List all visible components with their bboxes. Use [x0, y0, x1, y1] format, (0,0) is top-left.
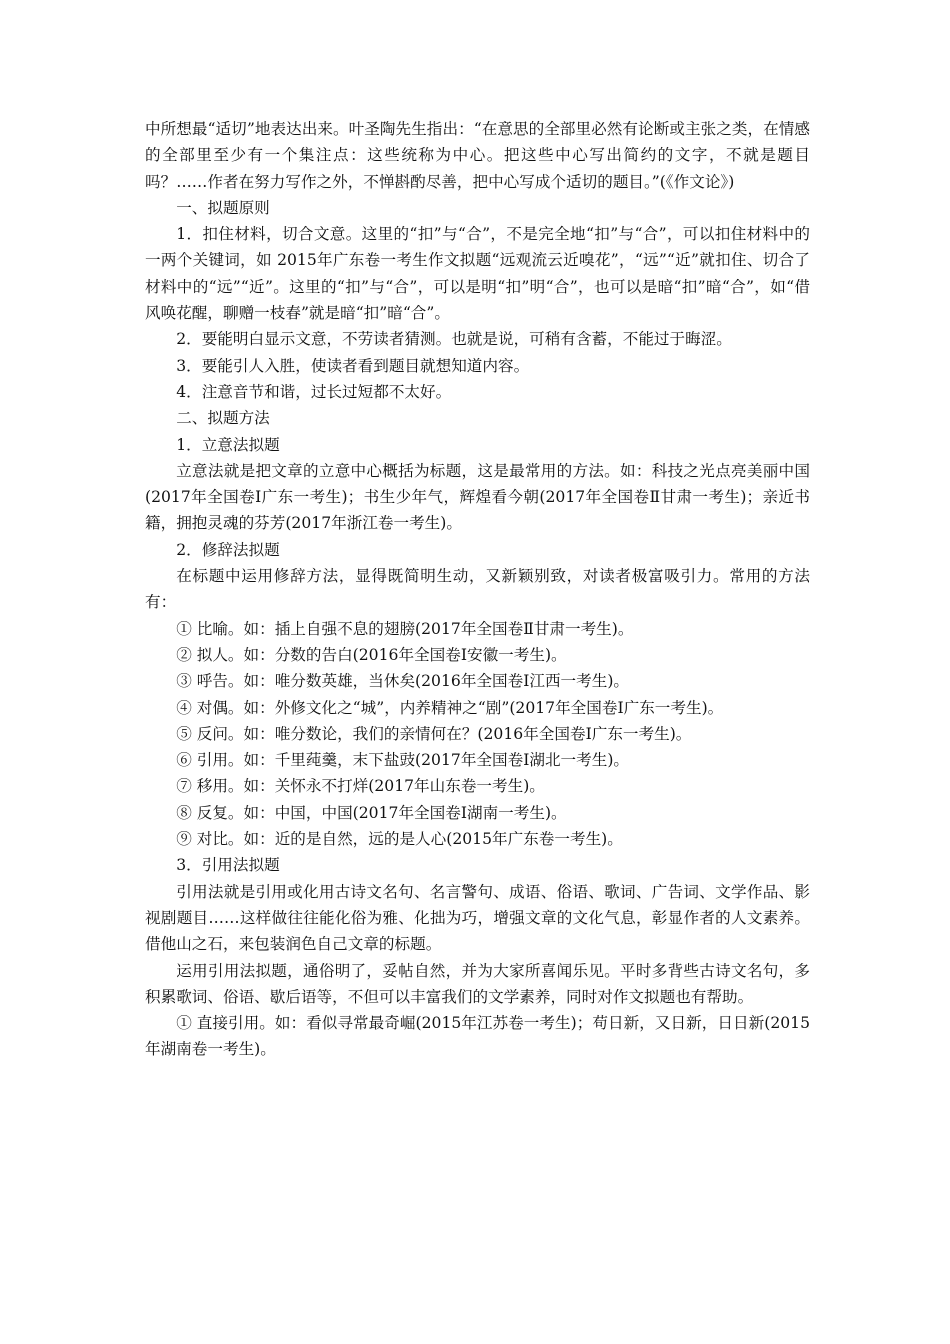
principle-item-4: 4．注意音节和谐，过长过短都不太好。	[176, 382, 452, 401]
rhetoric-item: ⑦ 移用。如：关怀永不打烊(2017年山东卷一考生)。	[176, 777, 545, 796]
rhetoric-item: ⑨ 对比。如：近的是自然，远的是人心(2015年广东卷一考生)。	[176, 830, 623, 849]
section-heading-methods: 二、拟题方法	[176, 409, 270, 428]
method-2-paragraph: 在标题中运用修辞方法，显得既简明生动，又新颖别致，对读者极富吸引力。常用的方法有：	[145, 567, 810, 612]
rhetoric-item: ⑤ 反问。如：唯分数论，我们的亲情何在？(2016年全国卷Ⅰ广东一考生)。	[176, 724, 692, 743]
rhetoric-item: ⑥ 引用。如：千里莼羹，末下盐豉(2017年全国卷Ⅰ湖北一考生)。	[176, 751, 630, 770]
rhetoric-item: ④ 对偶。如：外修文化之“城”，内养精神之“剧”(2017年全国卷Ⅰ广东一考生)。	[176, 698, 724, 717]
continued-paragraph: 中所想最“适切”地表达出来。叶圣陶先生指出：“在意思的全部里必然有论断或主张之类，在情感的全部里至少有一个集注点：这些统称为中心。把这些中心写出简约的文字，不就是题目吗？……作者在努力写作之外，不惮斟酌尽善，把中心写成个适切的题目。”(《作文论》)	[145, 120, 810, 191]
rhetoric-item: ② 拟人。如：分数的告白(2016年全国卷Ⅰ安徽一考生)。	[176, 645, 567, 664]
rhetoric-item: ① 比喻。如：插上自强不息的翅膀(2017年全国卷Ⅱ甘肃一考生)。	[176, 619, 634, 638]
section-heading-principles: 一、拟题原则	[176, 198, 270, 217]
principle-item-3: 3．要能引人入胜，使读者看到题目就想知道内容。	[176, 356, 530, 375]
quotation-item: ① 直接引用。如：看似寻常最奇崛(2015年江苏卷一考生)；苟日新，又日新，日日新(2015年湖南卷一考生)。	[145, 1014, 810, 1059]
rhetoric-item: ③ 呼告。如：唯分数英雄，当休矣(2016年全国卷Ⅰ江西一考生)。	[176, 672, 630, 691]
document-body	[145, 116, 810, 1063]
method-heading-3: 3．引用法拟题	[176, 856, 280, 875]
method-3-paragraph: 引用法就是引用或化用古诗文名句、名言警句、成语、俗语、歌词、广告词、文学作品、影视剧题目……这样做往往能化俗为雅、化拙为巧，增强文章的文化气息，彰显作者的人文素养。借他山之石，来包装润色自己文章的标题。	[145, 882, 810, 954]
rhetoric-item: ⑧ 反复。如：中国，中国(2017年全国卷Ⅰ湖南一考生)。	[176, 803, 567, 822]
principle-item-2: 2．要能明白显示文意，不劳读者猜测。也就是说，可稍有含蓄，不能过于晦涩。	[176, 330, 732, 349]
method-heading-2: 2．修辞法拟题	[176, 540, 280, 559]
method-3-paragraph: 运用引用法拟题，通俗明了，妥帖自然，并为大家所喜闻乐见。平时多背些古诗文名句，多积累歌词、俗语、歇后语等，不但可以丰富我们的文学素养，同时对作文拟题也有帮助。	[145, 961, 810, 1006]
principle-item-1: 1．扣住材料，切合文意。这里的“扣”与“合”，不是完全地“扣”与“合”，可以扣住材料中的一两个关键词，如 2015年广东卷一考生作文拟题“远观流云近嗅花”，“远”“近”就扣住、切合了材料中的“远”“近”。这里的“扣”与“合”，可以是明“扣”明“合”，也可以是暗“扣”暗“合”，如“借风唤花醒，聊赠一枝春”就是暗“扣”暗“合”。	[145, 225, 810, 323]
method-1-paragraph: 立意法就是把文章的立意中心概括为标题，这是最常用的方法。如：科技之光点亮美丽中国(2017年全国卷Ⅰ广东一考生)；书生少年气，辉煌看今朝(2017年全国卷Ⅱ甘肃一考生)；亲近书籍，拥抱灵魂的芬芳(2017年浙江卷一考生)。	[145, 461, 810, 533]
method-heading-1: 1．立意法拟题	[176, 435, 280, 454]
